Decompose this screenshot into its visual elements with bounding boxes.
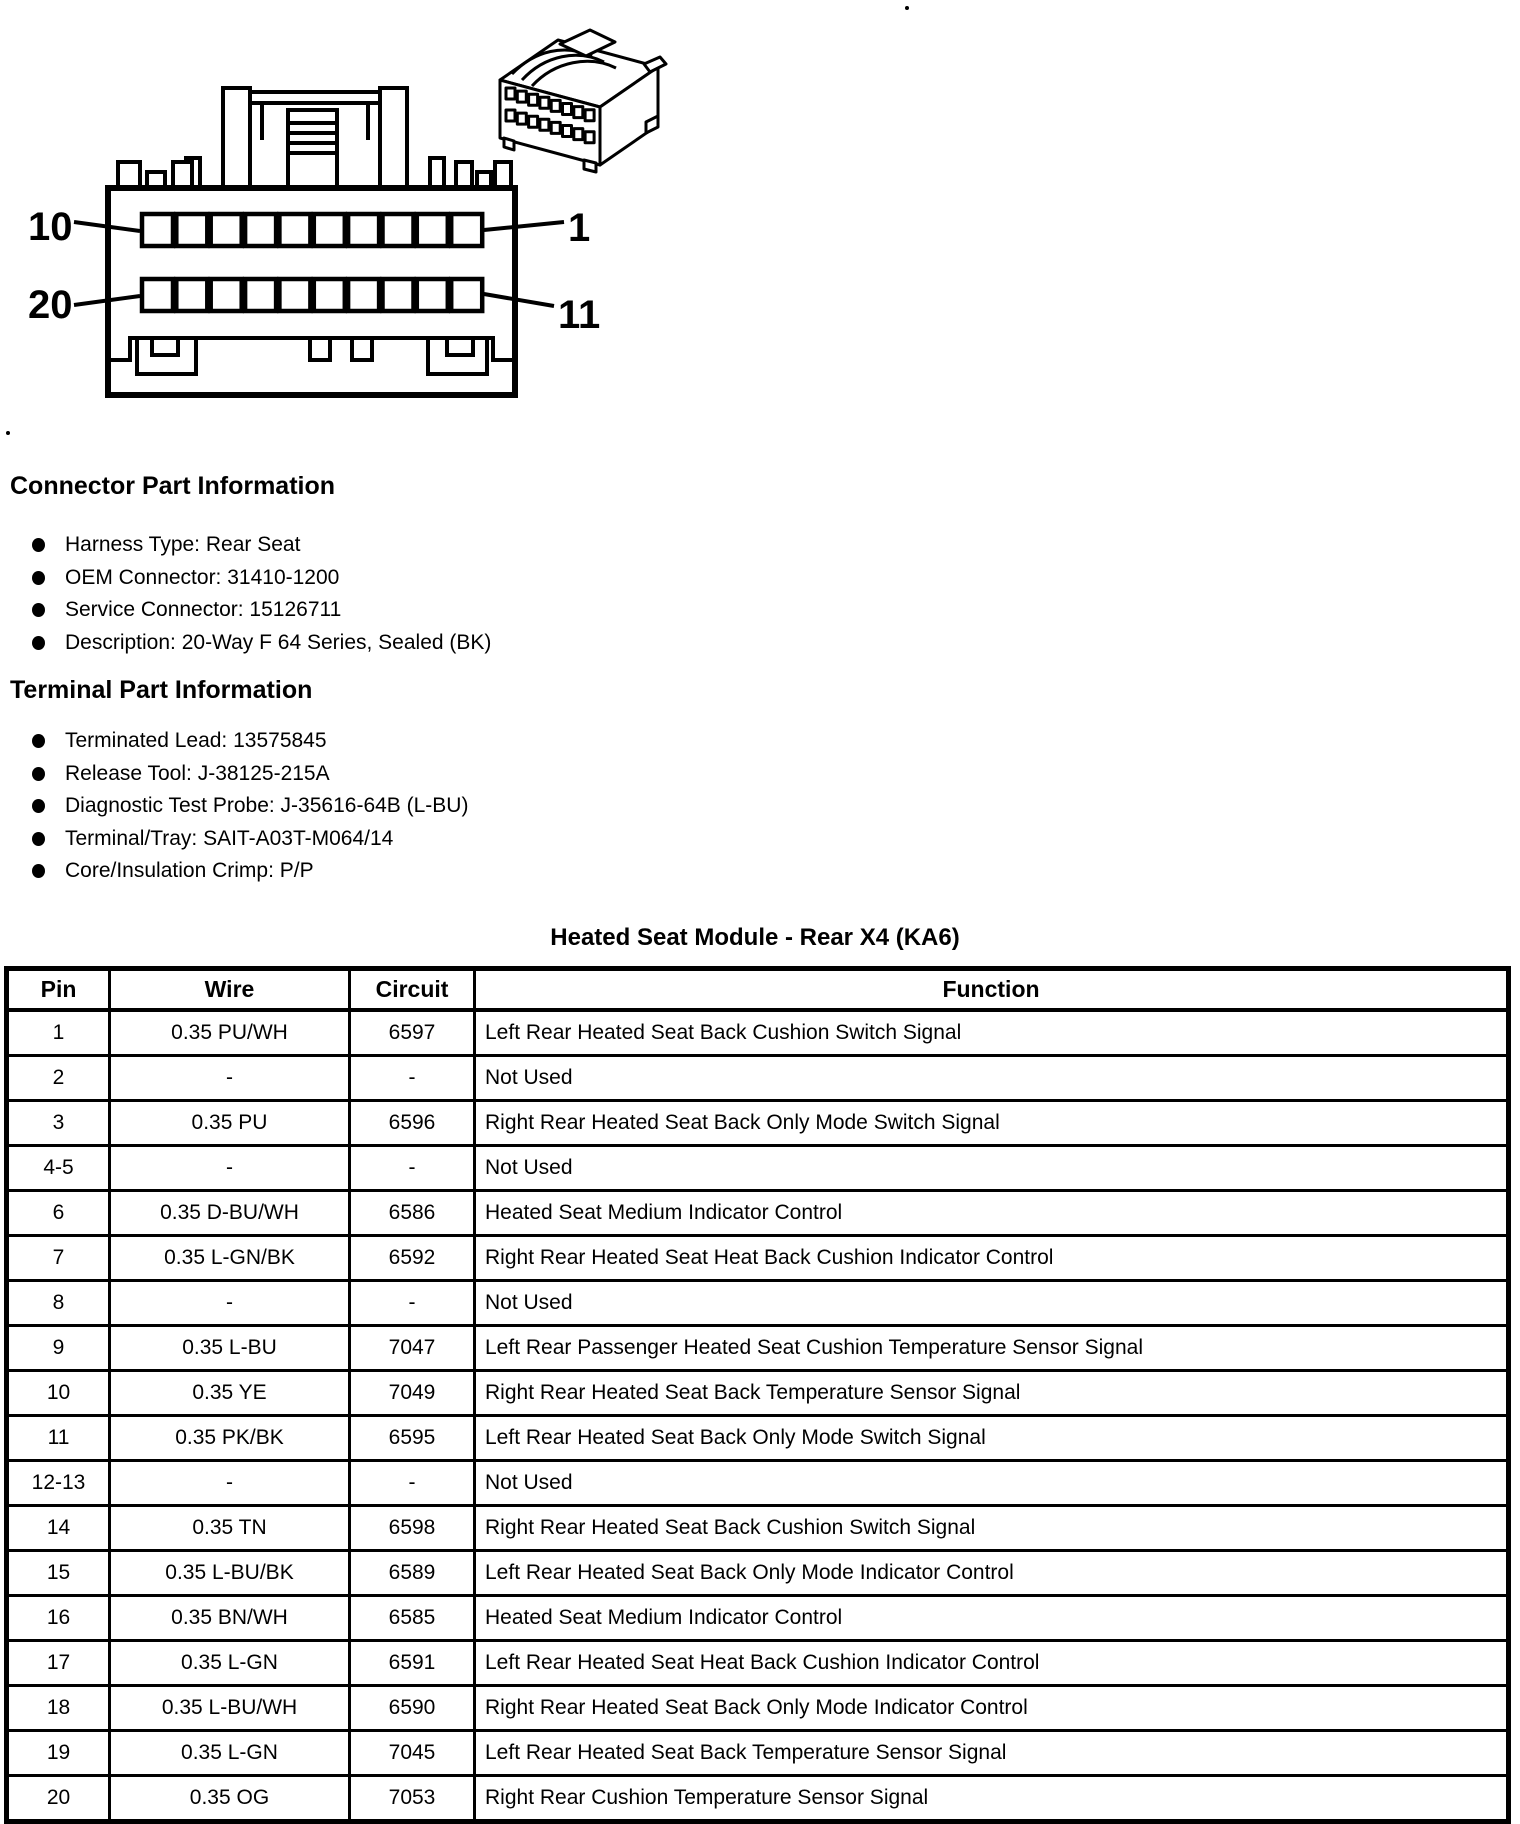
circuit-column-header: Circuit: [350, 969, 475, 1011]
function-cell: Heated Seat Medium Indicator Control: [475, 1191, 1509, 1236]
wire-cell: 0.35 L-BU/WH: [110, 1686, 350, 1731]
pin-cell: 8: [7, 1281, 110, 1326]
wire-cell: 0.35 PK/BK: [110, 1416, 350, 1461]
pin-cell: 6: [7, 1191, 110, 1236]
circuit-cell: 7049: [350, 1371, 475, 1416]
circuit-cell: 7045: [350, 1731, 475, 1776]
pin-cavity-3d: [563, 104, 572, 115]
table-row: [7, 1461, 1509, 1506]
circuit-cell: 7047: [350, 1326, 475, 1371]
pin-cavity-3d: [540, 119, 549, 130]
terminal-part-information-heading: Terminal Part Information: [10, 676, 313, 704]
table-row: [7, 1776, 1509, 1822]
wire-cell: 0.35 PU: [110, 1101, 350, 1146]
pin-cavity-row-11-20: [142, 279, 482, 311]
wire-cell: -: [110, 1146, 350, 1191]
function-cell: Not Used: [475, 1056, 1509, 1101]
list-item-text: Diagnostic Test Probe: J-35616-64B (L-BU): [65, 794, 469, 817]
circuit-cell: -: [350, 1056, 475, 1101]
circuit-cell: 7053: [350, 1776, 475, 1822]
list-item: [32, 530, 491, 563]
pin-cell: 2: [7, 1056, 110, 1101]
bullet-icon: [32, 538, 45, 552]
circuit-cell: 6597: [350, 1010, 475, 1056]
pin-cavity-3d: [585, 110, 594, 121]
pin-cavity: [142, 214, 173, 246]
wire-cell: -: [110, 1461, 350, 1506]
list-item-text: Terminal/Tray: SAIT-A03T-M064/14: [65, 826, 394, 850]
circuit-cell: 6596: [350, 1101, 475, 1146]
pin-cell: 3: [7, 1101, 110, 1146]
pin-cavity: [451, 214, 482, 246]
function-cell: Not Used: [475, 1281, 1509, 1326]
pin-cavity-3d: [551, 122, 560, 133]
pin-cavity: [142, 279, 173, 311]
table-title: Heated Seat Module - Rear X4 (KA6): [550, 924, 960, 951]
pin-cell: 7: [7, 1236, 110, 1281]
circuit-cell: -: [350, 1461, 475, 1506]
circuit-cell: 6595: [350, 1416, 475, 1461]
list-item-text: Harness Type: Rear Seat: [65, 533, 301, 556]
table-row: [7, 1010, 1509, 1056]
table-header-row: [7, 969, 1509, 1011]
pin-cavity-3d: [540, 97, 549, 108]
table-row: [7, 1281, 1509, 1326]
circuit-cell: -: [350, 1281, 475, 1326]
pin-cavity-3d: [529, 94, 538, 105]
circuit-cell: 6590: [350, 1686, 475, 1731]
connector-part-information-heading: Connector Part Information: [10, 472, 336, 500]
bullet-icon: [32, 734, 45, 748]
pin-cavity-3d: [563, 126, 572, 137]
pin-cavity: [176, 214, 207, 246]
pin-cell: 9: [7, 1326, 110, 1371]
list-item: [32, 824, 468, 857]
table-row: [7, 1596, 1509, 1641]
pin-20-label: 20: [28, 283, 73, 327]
wire-column-header: Wire: [110, 969, 350, 1011]
table-row: [7, 1641, 1509, 1686]
table-row: [7, 1326, 1509, 1371]
connector-info-list: [32, 530, 491, 660]
pin-cavity-3d: [506, 110, 515, 121]
function-cell: Right Rear Heated Seat Back Only Mode Indicator Control: [475, 1686, 1509, 1731]
table-row: [7, 1551, 1509, 1596]
wire-cell: -: [110, 1281, 350, 1326]
circuit-cell: -: [350, 1146, 475, 1191]
circuit-cell: 6589: [350, 1551, 475, 1596]
wire-cell: 0.35 OG: [110, 1776, 350, 1822]
pin-cavity: [417, 214, 448, 246]
wire-cell: 0.35 TN: [110, 1506, 350, 1551]
pin-cell: 4-5: [7, 1146, 110, 1191]
pin-cell: 10: [7, 1371, 110, 1416]
connector-pinout-diagram: [0, 0, 700, 410]
table-row: [7, 1506, 1509, 1551]
list-item: [32, 726, 468, 759]
list-item: [32, 759, 468, 792]
pin-cavity: [245, 214, 276, 246]
list-item: [32, 856, 468, 889]
pin-10-label: 10: [28, 205, 73, 249]
wire-cell: 0.35 L-BU: [110, 1326, 350, 1371]
terminal-info-list: [32, 726, 468, 889]
function-cell: Right Rear Heated Seat Heat Back Cushion Indicator Control: [475, 1236, 1509, 1281]
pin-cell: 20: [7, 1776, 110, 1822]
pin-cavity-3d: [574, 129, 583, 140]
pin-cavity-3d: [517, 113, 526, 124]
table-row: [7, 1056, 1509, 1101]
pin-cavity: [314, 279, 345, 311]
function-cell: Right Rear Heated Seat Back Temperature Sensor Signal: [475, 1371, 1509, 1416]
pin-1-label: 1: [568, 206, 591, 250]
pin-cavity: [211, 279, 242, 311]
wire-cell: 0.35 L-GN/BK: [110, 1236, 350, 1281]
wire-cell: 0.35 L-GN: [110, 1731, 350, 1776]
table-row: [7, 1146, 1509, 1191]
wire-cell: 0.35 D-BU/WH: [110, 1191, 350, 1236]
function-cell: Right Rear Heated Seat Back Only Mode Switch Signal: [475, 1101, 1509, 1146]
pin-cell: 14: [7, 1506, 110, 1551]
function-cell: Not Used: [475, 1146, 1509, 1191]
table-row: [7, 1416, 1509, 1461]
bullet-icon: [32, 767, 45, 781]
list-item-text: Release Tool: J-38125-215A: [65, 761, 330, 785]
circuit-cell: 6586: [350, 1191, 475, 1236]
latch-assembly: [186, 88, 444, 194]
pin-cell: 12-13: [7, 1461, 110, 1506]
bullet-icon: [32, 636, 45, 650]
function-cell: Left Rear Passenger Heated Seat Cushion Temperature Sensor Signal: [475, 1326, 1509, 1371]
list-item-text: Core/Insulation Crimp: P/P: [65, 859, 314, 882]
circuit-cell: 6591: [350, 1641, 475, 1686]
function-column-header: Function: [475, 969, 1509, 1011]
circuit-cell: 6585: [350, 1596, 475, 1641]
bullet-icon: [32, 799, 45, 813]
pin-cell: 1: [7, 1010, 110, 1056]
pin-cavity: [211, 214, 242, 246]
wire-cell: 0.35 BN/WH: [110, 1596, 350, 1641]
list-item: [32, 595, 491, 628]
pin-cell: 16: [7, 1596, 110, 1641]
function-cell: Right Rear Cushion Temperature Sensor Signal: [475, 1776, 1509, 1822]
scan-artifact-dot: [905, 6, 909, 10]
wire-cell: 0.35 PU/WH: [110, 1010, 350, 1056]
pin-cavity: [314, 214, 345, 246]
bullet-icon: [32, 864, 45, 878]
scan-artifact-dot: [6, 431, 10, 435]
list-item-text: Description: 20-Way F 64 Series, Sealed (BK): [65, 630, 492, 654]
pin-cavity: [383, 279, 414, 311]
pin-cavity: [245, 279, 276, 311]
function-cell: Left Rear Heated Seat Heat Back Cushion Indicator Control: [475, 1641, 1509, 1686]
pin-cell: 15: [7, 1551, 110, 1596]
list-item: [32, 791, 468, 824]
function-cell: Right Rear Heated Seat Back Cushion Switch Signal: [475, 1506, 1509, 1551]
pin-cavity-3d: [517, 91, 526, 102]
table-row: [7, 1236, 1509, 1281]
pin-cavity: [348, 279, 379, 311]
pin-11-label: 11: [558, 293, 601, 337]
function-cell: Left Rear Heated Seat Back Only Mode Switch Signal: [475, 1416, 1509, 1461]
bullet-icon: [32, 832, 45, 846]
wire-cell: 0.35 L-GN: [110, 1641, 350, 1686]
pin-cell: 18: [7, 1686, 110, 1731]
pin-column-header: Pin: [7, 969, 110, 1011]
pin-cavity-3d: [585, 132, 594, 143]
pin-cell: 11: [7, 1416, 110, 1461]
list-item-text: Service Connector: 15126711: [65, 598, 342, 621]
pin-cavity: [279, 279, 310, 311]
wire-cell: 0.35 L-BU/BK: [110, 1551, 350, 1596]
pinout-table: [4, 966, 1511, 1824]
bullet-icon: [32, 603, 45, 617]
circuit-cell: 6592: [350, 1236, 475, 1281]
circuit-cell: 6598: [350, 1506, 475, 1551]
function-cell: Left Rear Heated Seat Back Temperature Sensor Signal: [475, 1731, 1509, 1776]
table-row: [7, 1371, 1509, 1416]
function-cell: Left Rear Heated Seat Back Only Mode Indicator Control: [475, 1551, 1509, 1596]
list-item: [32, 563, 491, 596]
pin-cavity: [176, 279, 207, 311]
function-cell: Heated Seat Medium Indicator Control: [475, 1596, 1509, 1641]
pin-cell: 19: [7, 1731, 110, 1776]
table-row: [7, 1731, 1509, 1776]
pin-cavity: [417, 279, 448, 311]
function-cell: Not Used: [475, 1461, 1509, 1506]
pin-cavity: [451, 279, 482, 311]
function-cell: Left Rear Heated Seat Back Cushion Switch Signal: [475, 1010, 1509, 1056]
pin-cavity-3d: [551, 100, 560, 111]
pin-cell: 17: [7, 1641, 110, 1686]
table-row: [7, 1686, 1509, 1731]
wire-cell: -: [110, 1056, 350, 1101]
pin-cavity-row-1-10: [142, 214, 482, 246]
pin-cavity-3d: [574, 107, 583, 118]
pin-cavity-3d: [506, 88, 515, 99]
bullet-icon: [32, 571, 45, 585]
pin-cavity: [348, 214, 379, 246]
pin-cavity: [383, 214, 414, 246]
table-row: [7, 1101, 1509, 1146]
list-item-text: Terminated Lead: 13575845: [65, 729, 327, 752]
list-item-text: OEM Connector: 31410-1200: [65, 565, 340, 589]
list-item: [32, 628, 491, 661]
connector-3d-view: [500, 30, 666, 172]
wire-cell: 0.35 YE: [110, 1371, 350, 1416]
pin-cavity: [279, 214, 310, 246]
table-row: [7, 1191, 1509, 1236]
pin-cavity-3d: [529, 116, 538, 127]
